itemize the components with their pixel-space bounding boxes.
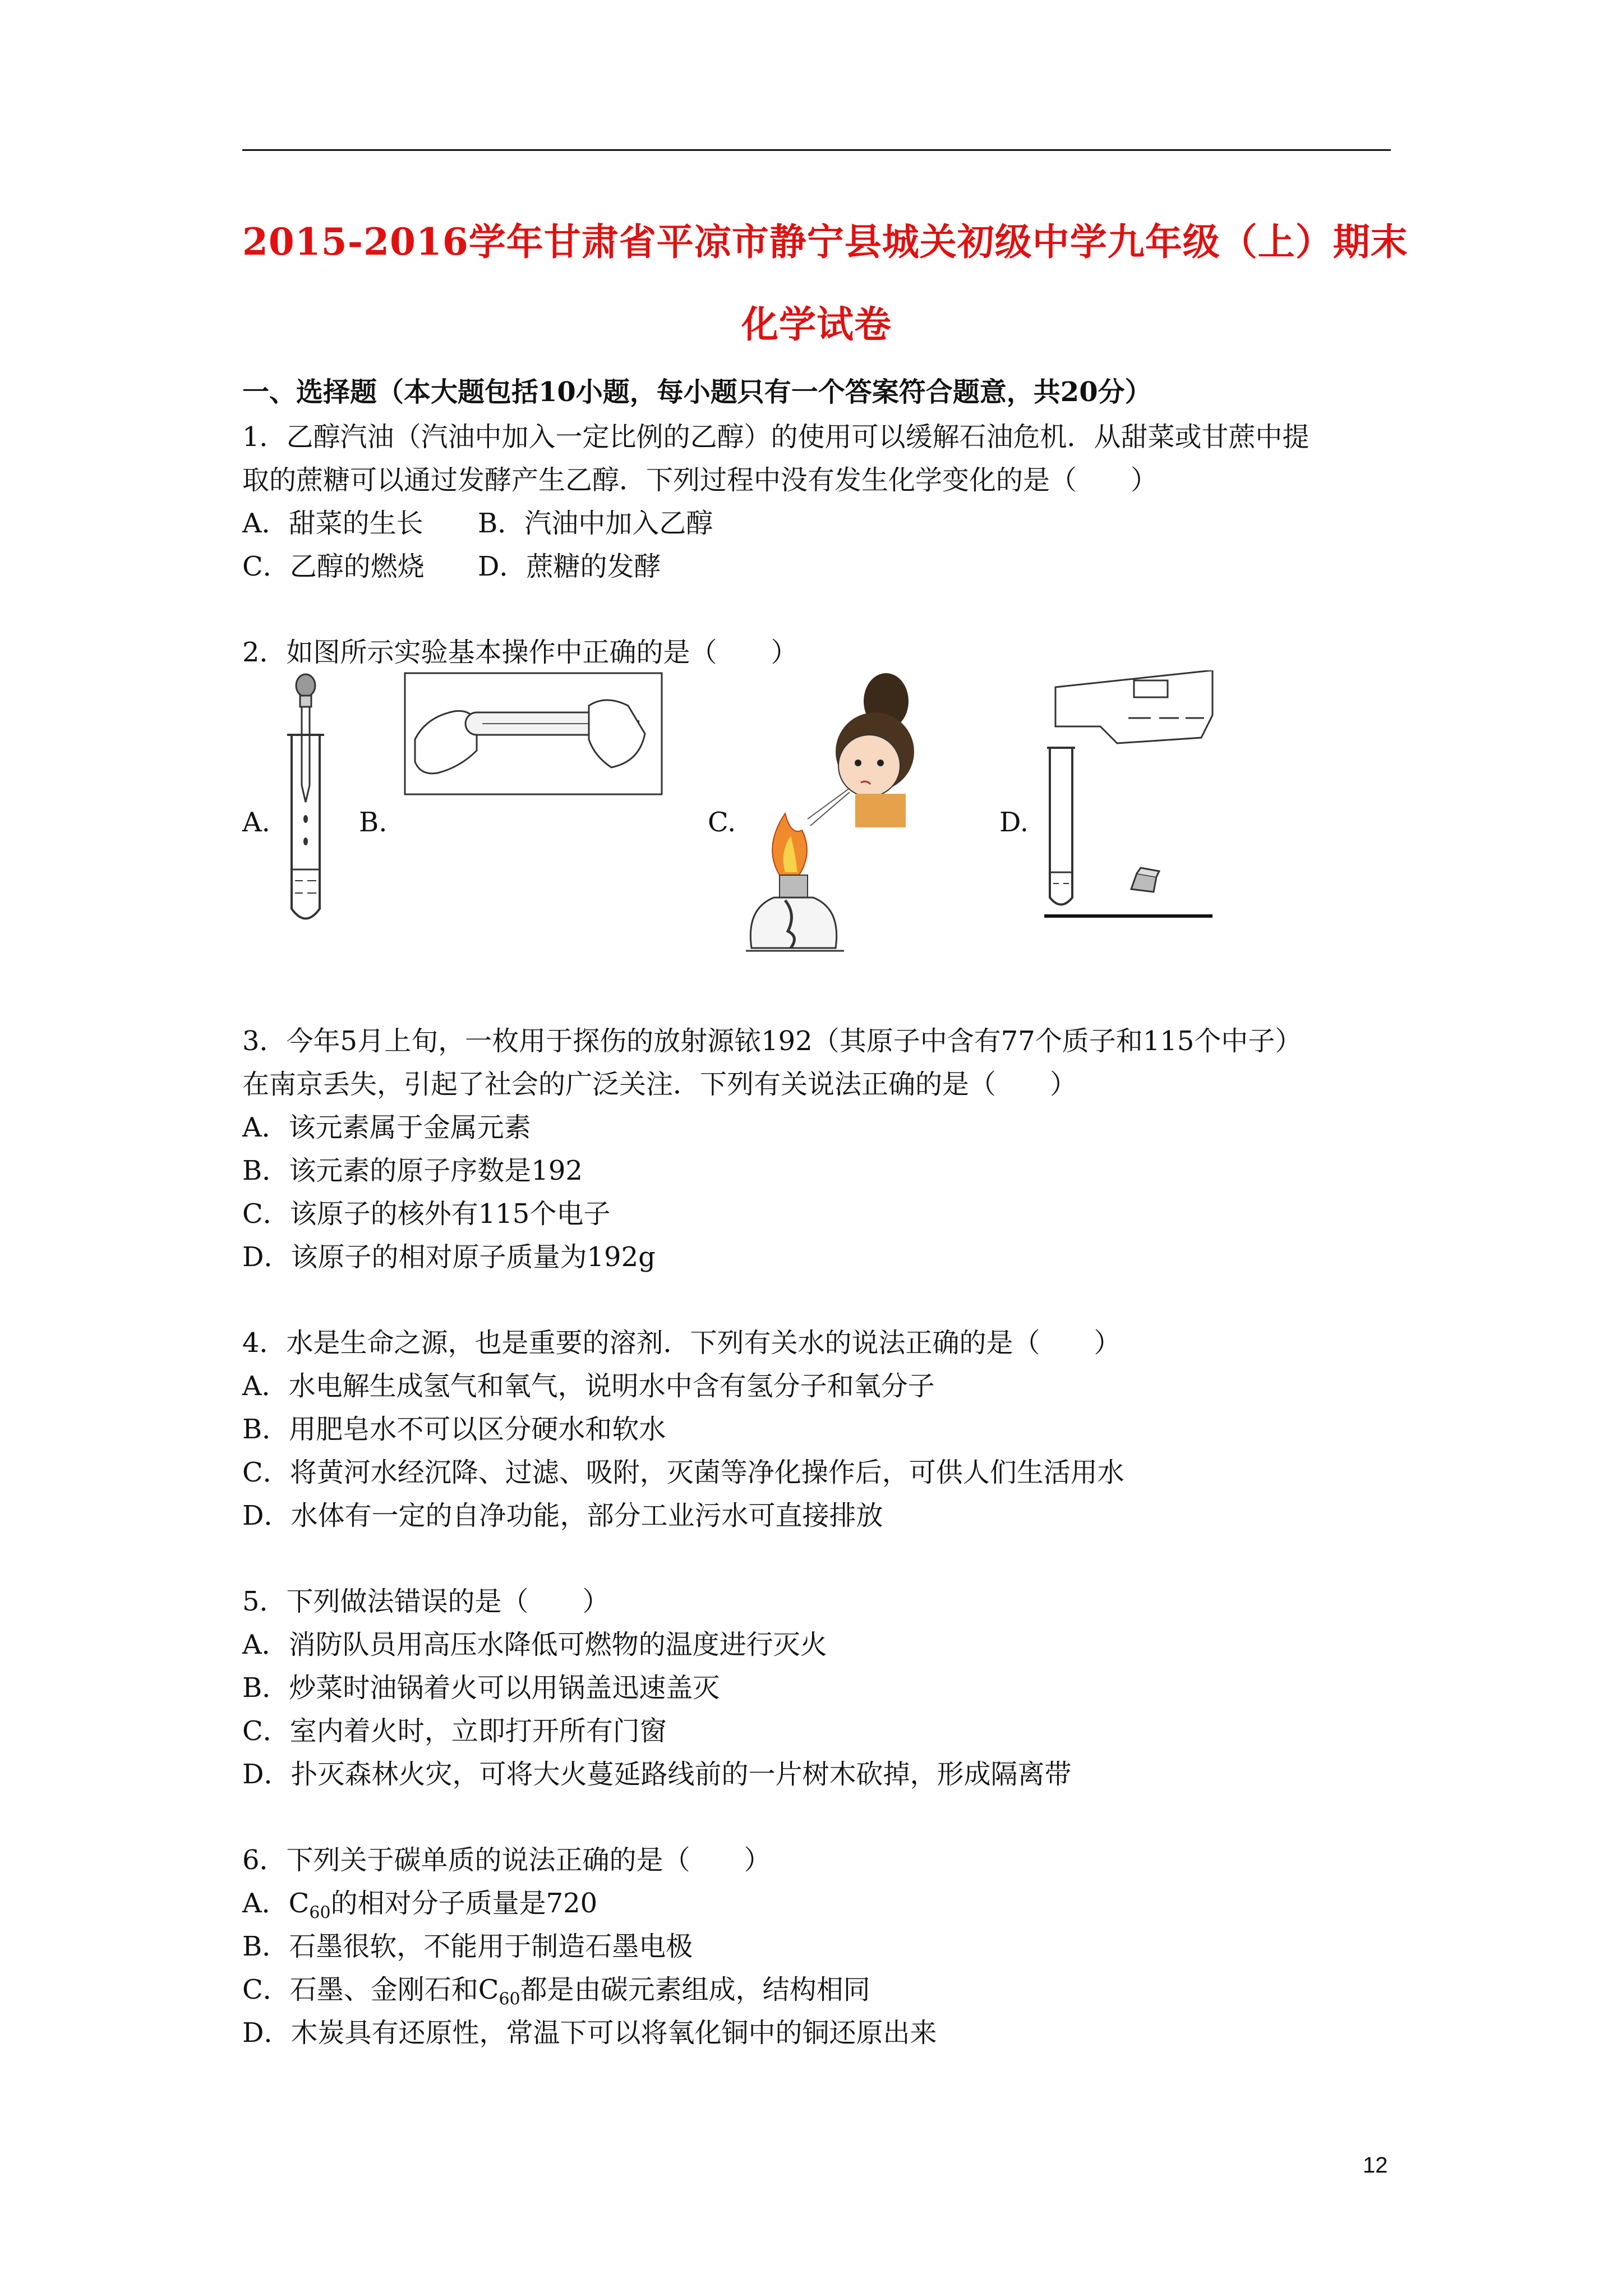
q6-stem: 6．下列关于碳单质的说法正确的是（ ） (242, 1844, 771, 1876)
exam-title-line1: 2015-2016学年甘肃省平凉市静宁县城关初级中学九年级（上）期末 (242, 220, 1408, 264)
q6-option-c-subscript: 60 (499, 1989, 520, 2009)
q6-option-c-text: 都是由碳元素组成，结构相同 (520, 1974, 870, 2005)
q6-option-c-prefix: C．石墨、金刚石和C (242, 1974, 499, 2005)
q1-stem-line2: 取的蔗糖可以通过发酵产生乙醇．下列过程中没有发生化学变化的是（ ） (242, 464, 1158, 496)
q3-stem-line2: 在南京丢失，引起了社会的广泛关注．下列有关说法正确的是（ ） (242, 1069, 1077, 1100)
q4-option-a: A．水电解生成氢气和氧气，说明水中含有氢分子和氧分子 (242, 1370, 935, 1402)
q4-option-c: C．将黄河水经沉降、过滤、吸附，灭菌等净化操作后，可供人们生活用水 (242, 1457, 1124, 1488)
q5-option-c: C．室内着火时，立即打开所有门窗 (242, 1715, 667, 1747)
exam-title-line2: 化学试卷 (741, 302, 892, 346)
q4-stem: 4．水是生命之源，也是重要的溶剂．下列有关水的说法正确的是（ ） (242, 1327, 1121, 1359)
q3-option-a: A．该元素属于金属元素 (242, 1112, 531, 1143)
q6-option-a (242, 1881, 597, 1923)
q3-option-c: C．该原子的核外有115个电子 (242, 1198, 611, 1230)
q5-stem: 5．下列做法错误的是（ ） (242, 1586, 610, 1617)
q3-option-b: B．该元素的原子序数是192 (242, 1155, 583, 1186)
page-number: 12 (1363, 2153, 1388, 2178)
header-rule (242, 149, 1391, 151)
q5-option-d: D．扑灭森林火灾，可将大火蔓延路线前的一片树木砍掉，形成隔离带 (242, 1759, 1072, 1790)
q3-option-d: D．该原子的相对原子质量为192g (242, 1241, 656, 1273)
q5-option-a: A．消防队员用高压水降低可燃物的温度进行灭火 (242, 1629, 827, 1660)
q6-option-a-subscript: 60 (309, 1903, 331, 1923)
q4-option-b: B．用肥皂水不可以区分硬水和软水 (242, 1414, 666, 1445)
q6-option-a-text: 的相对分子质量是720 (330, 1888, 598, 1919)
q2-stem: 2．如图所示实验基本操作中正确的是（ ） (242, 637, 798, 668)
q6-option-a-prefix: A．C (242, 1888, 310, 1919)
dropper-test-tube-figure (275, 673, 336, 931)
q2-label-c: C. (708, 807, 736, 838)
q2-label-b: B. (359, 807, 388, 838)
q5-option-b: B．炒菜时油锅着火可以用锅盖迅速盖灭 (242, 1672, 720, 1704)
q1-option-d: D．蔗糖的发酵 (478, 551, 661, 582)
q1-option-b: B．汽油中加入乙醇 (478, 508, 713, 539)
hands-holding-test-tube-figure (404, 672, 663, 795)
q2-label-d: D. (999, 807, 1029, 838)
section-heading: 一、选择题（本大题包括10小题，每小题只有一个答案符合题意，共20分） (242, 376, 1152, 408)
q3-stem-line1: 3．今年5月上旬，一枚用于探伤的放射源铱192（其原子中含有77个质子和115个中子） (242, 1025, 1302, 1057)
q4-option-d: D．水体有一定的自净功能，部分工业污水可直接排放 (242, 1500, 883, 1531)
adding-solid-to-test-tube-figure (1039, 670, 1224, 923)
q2-label-a: A. (242, 807, 270, 838)
q1-stem-line1: 1．乙醇汽油（汽油中加入一定比例的乙醇）的使用可以缓解石油危机．从甜菜或甘蔗中提 (242, 421, 1310, 453)
q6-option-c (242, 1968, 870, 2009)
q1-option-a: A．甜菜的生长 (242, 508, 423, 539)
q6-option-d: D．木炭具有还原性，常温下可以将氧化铜中的铜还原出来 (242, 2017, 937, 2049)
q6-option-b: B．石墨很软，不能用于制造石墨电极 (242, 1931, 693, 1962)
blowing-out-alcohol-lamp-figure (746, 668, 948, 959)
q1-option-c: C．乙醇的燃烧 (242, 551, 425, 582)
